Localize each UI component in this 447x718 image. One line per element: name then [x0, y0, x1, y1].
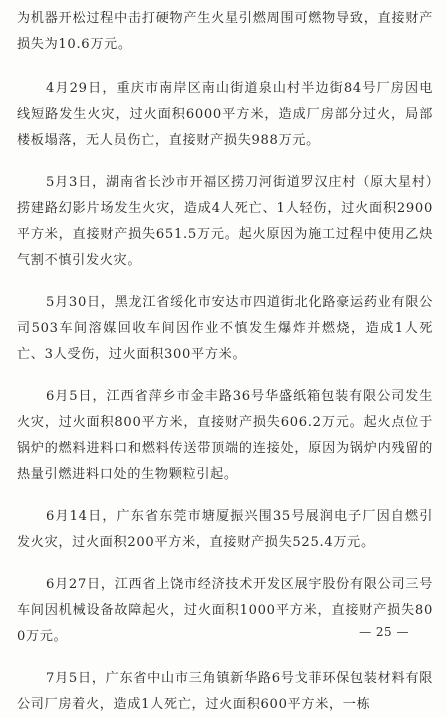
paragraph: 6月27日，江西省上饶市经济技术开发区展宇股份有限公司三号车间因机械设备故障起火，过火面积1000平方米，直接财产损失800万元。 [17, 577, 433, 644]
paragraph: 4月29日，重庆市南岸区南山街道泉山村半边街84号厂房因电线短路发生火灾，过火面积6000平方米，造成厂房部分过火，局部楼板塌落，无人员伤亡，直接财产损失988万元。 [17, 81, 433, 148]
paragraph: 5月3日，湖南省长沙市开福区捞刀河街道罗汉庄村（原大星村）捞建路幻影片场发生火灾，造成4人死亡、1人轻伤，过火面积2900平方米，直接财产损失651.5万元。起火原因为施工过程中使用乙炔气割不慎引发火灾。 [17, 175, 433, 268]
paragraph: 5月30日，黑龙江省绥化市安达市四道街北化路豪运药业有限公司503车间溶媒回收车间因作业不慎发生爆炸并燃烧，造成1人死亡、3人受伤，过火面积300平方米。 [17, 295, 433, 362]
page-number: — 25 — [359, 625, 409, 639]
document-body [17, 6, 433, 718]
paragraph: 为机器开松过程中击打硬物产生火星引燃周围可燃物导致，直接财产损失为10.6万元。 [17, 11, 433, 52]
paragraph: 6月5日，江西省萍乡市金丰路36号华盛纸箱包装有限公司发生火灾，过火面积800平方米，直接财产损失606.2万元。起火点位于锅炉的燃料进料口和燃料传送带顶端的连接处，原因为锅炉内残留的热量引燃进料口处的生物颗粒引起。 [17, 389, 433, 482]
paragraph: 7月5日，广东省中山市三角镇新华路6号戈菲环保包装材料有限公司厂房着火，造成1人死亡，过火面积600平方米，一栋 [17, 671, 433, 712]
paragraph: 6月14日，广东省东莞市塘厦振兴围35号展润电子厂因自燃引发火灾，过火面积200平方米，直接财产损失525.4万元。 [17, 509, 433, 550]
